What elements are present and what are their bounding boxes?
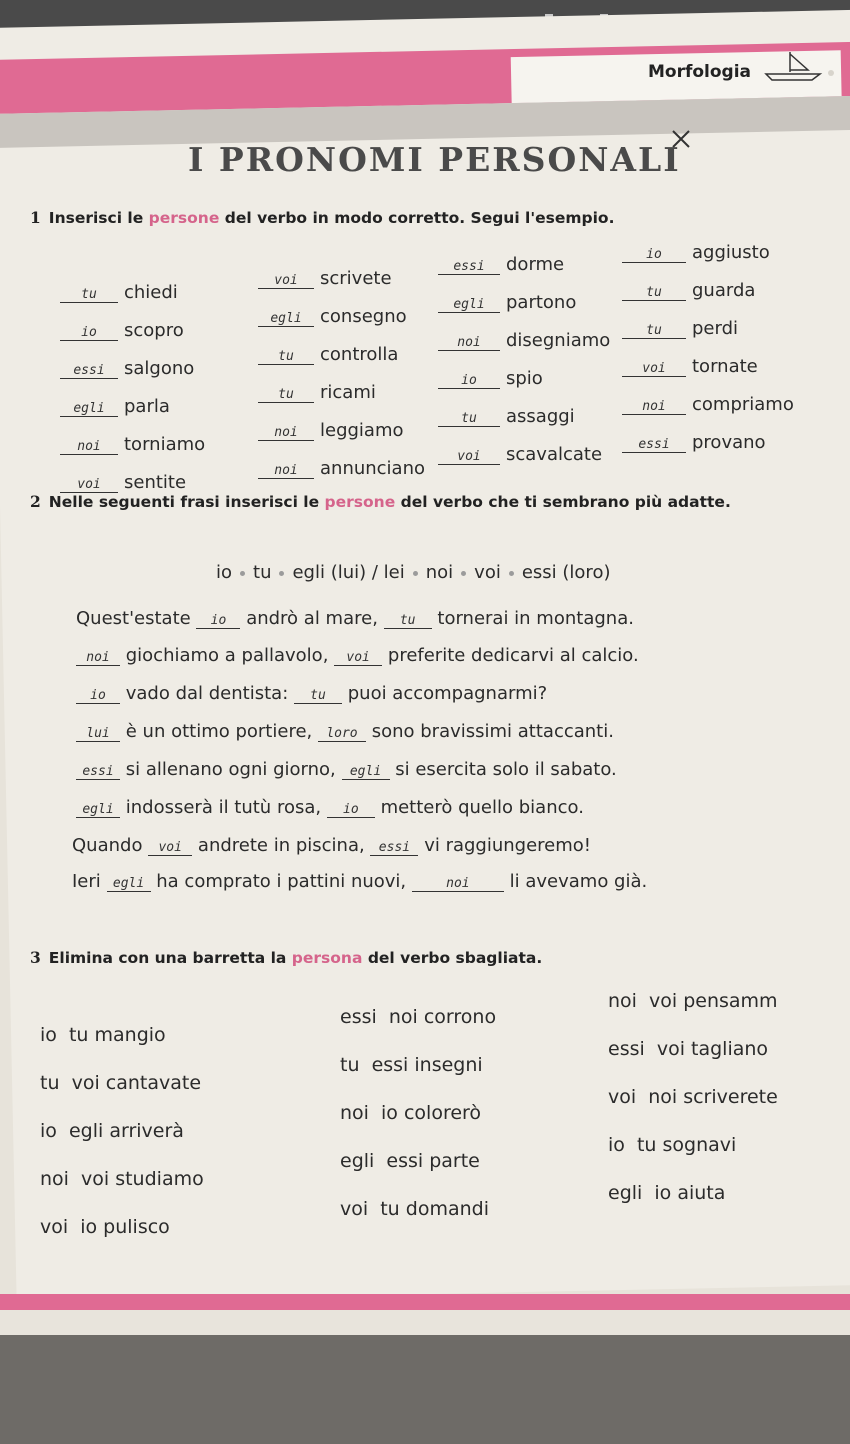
footer-pink-band	[0, 1294, 850, 1310]
sentence-text: li avevamo già.	[509, 871, 648, 892]
verb-row	[438, 368, 543, 389]
sentence	[76, 608, 634, 629]
sentence-text: puoi accompagnarmi?	[347, 683, 548, 704]
verb-row	[60, 320, 184, 341]
answer-blank[interactable]: voi	[334, 651, 382, 666]
pronoun-pair-item[interactable]: noi io colorerò	[340, 1102, 482, 1124]
sentence-text: sono bravissimi attaccanti.	[371, 721, 614, 742]
answer-blank[interactable]: essi	[76, 765, 120, 780]
verb-row	[622, 356, 758, 377]
answer-blank[interactable]: noi	[60, 440, 118, 455]
answer-blank[interactable]: tu	[258, 350, 314, 365]
verb-row	[258, 306, 407, 327]
answer-blank[interactable]: tu	[258, 388, 314, 403]
verb-text: chiedi	[124, 282, 178, 303]
pronoun-pair-item[interactable]: noi voi studiamo	[40, 1168, 204, 1190]
answer-blank[interactable]: noi	[412, 877, 504, 892]
pronoun-pair-item[interactable]: essi noi corrono	[340, 1006, 497, 1028]
verb-text: spio	[506, 368, 543, 389]
verb-row	[258, 458, 425, 479]
page-title: I PRONOMI PERSONALI	[188, 140, 681, 179]
answer-blank[interactable]: noi	[622, 400, 686, 415]
answer-blank[interactable]: tu	[622, 286, 686, 301]
verb-text: disegniamo	[506, 330, 611, 351]
verb-text: perdi	[692, 318, 739, 339]
pronoun-pair-item[interactable]: noi voi pensamm	[608, 990, 778, 1012]
sentence	[76, 683, 547, 704]
sentence-text: vi raggiungeremo!	[424, 835, 592, 856]
section-label: Morfologia	[648, 62, 752, 82]
answer-blank[interactable]: essi	[438, 260, 500, 275]
verb-row	[622, 394, 794, 415]
answer-blank[interactable]: tu	[384, 614, 432, 629]
pronoun-pair-item[interactable]: egli essi parte	[340, 1150, 480, 1172]
answer-blank[interactable]: voi	[438, 450, 500, 465]
answer-blank[interactable]: voi	[148, 841, 192, 856]
sentence-text: metterò quello bianco.	[380, 797, 584, 818]
verb-text: sentite	[124, 472, 187, 493]
answer-blank[interactable]: egli	[76, 803, 120, 818]
verb-text: scrivete	[320, 268, 392, 289]
verb-text: scavalcate	[506, 444, 603, 465]
answer-blank[interactable]: tu	[438, 412, 500, 427]
exercise-3-instruction: 3 Elimina con una barretta la persona del verbo sbagliata.	[30, 948, 543, 967]
answer-blank[interactable]: egli	[60, 402, 118, 417]
verb-row	[60, 282, 178, 303]
sentence-text: Ieri	[72, 871, 101, 892]
sentence-text: si esercita solo il sabato.	[395, 759, 617, 780]
pronoun-pair-item[interactable]: essi voi tagliano	[608, 1038, 769, 1060]
answer-blank[interactable]: voi	[622, 362, 686, 377]
verb-text: salgono	[124, 358, 195, 379]
verb-text: partono	[506, 292, 577, 313]
verb-text: assaggi	[506, 406, 575, 427]
verb-text: provano	[692, 432, 766, 453]
answer-blank[interactable]: tu	[60, 288, 118, 303]
answer-blank[interactable]: voi	[258, 274, 314, 289]
verb-text: parla	[124, 396, 170, 417]
verb-text: controlla	[320, 344, 399, 365]
answer-blank[interactable]: tu	[622, 324, 686, 339]
sentence-text: indosserà il tutù rosa,	[125, 797, 322, 818]
answer-blank[interactable]: io	[622, 248, 686, 263]
footer-light-band	[0, 1310, 850, 1336]
verb-text: ricami	[320, 382, 376, 403]
answer-blank[interactable]: noi	[438, 336, 500, 351]
verb-row	[258, 268, 392, 289]
answer-blank[interactable]: tu	[294, 689, 342, 704]
sentence-text: andrete in piscina,	[197, 835, 365, 856]
pronoun-pair-item[interactable]: io tu mangio	[40, 1024, 166, 1046]
sentence	[76, 797, 584, 818]
answer-blank[interactable]: noi	[258, 426, 314, 441]
verb-row	[622, 432, 766, 453]
pronoun-pair-item[interactable]: voi noi scriverete	[608, 1086, 778, 1108]
answer-blank[interactable]: io	[196, 614, 240, 629]
verb-text: aggiusto	[692, 242, 770, 263]
sentence	[76, 645, 639, 666]
answer-blank[interactable]: noi	[258, 464, 314, 479]
footer-fabric	[0, 1335, 850, 1444]
verb-row	[258, 344, 398, 365]
verb-text: scopro	[124, 320, 184, 341]
verb-row	[438, 406, 575, 427]
answer-blank[interactable]: loro	[318, 727, 366, 742]
pronoun-pair-item[interactable]: io egli arriverà	[40, 1120, 184, 1142]
answer-blank[interactable]: essi	[622, 438, 686, 453]
sentence-text: si allenano ogni giorno,	[125, 759, 336, 780]
verb-row	[438, 444, 602, 465]
answer-blank[interactable]: noi	[76, 651, 120, 666]
answer-blank[interactable]: essi	[370, 841, 418, 856]
answer-blank[interactable]: egli	[107, 877, 151, 892]
pronoun-pair-item[interactable]: io tu sognavi	[608, 1134, 737, 1156]
answer-blank[interactable]: voi	[60, 478, 118, 493]
answer-blank[interactable]: egli	[438, 298, 500, 313]
verb-row	[622, 318, 738, 339]
answer-blank[interactable]: essi	[60, 364, 118, 379]
exercise-1-instruction: 1 Inserisci le persone del verbo in modo corretto. Segui l'esempio.	[30, 208, 615, 227]
answer-blank[interactable]: io	[60, 326, 118, 341]
answer-blank[interactable]: egli	[342, 765, 390, 780]
verb-row	[438, 254, 564, 275]
verb-row	[60, 396, 170, 417]
verb-text: compriamo	[692, 394, 794, 415]
sentence-text: Quando	[72, 835, 143, 856]
pronoun-pair-item[interactable]: tu essi insegni	[340, 1054, 483, 1076]
pronoun-pair-item[interactable]: voi io pulisco	[40, 1216, 170, 1238]
sentence-text: andrò al mare,	[246, 608, 378, 629]
verb-row	[60, 358, 194, 379]
sentence-text: preferite dedicarvi al calcio.	[387, 645, 639, 666]
pronoun-pair-item[interactable]: tu voi cantavate	[40, 1072, 202, 1094]
sentence-text: Quest'estate	[76, 608, 191, 629]
verb-text: dorme	[506, 254, 565, 275]
pronoun-pair-item[interactable]: voi tu domandi	[340, 1198, 489, 1220]
verb-text: guarda	[692, 280, 756, 301]
pronoun-list: io tu egli (lui) / lei noi voi essi (loro)	[216, 562, 611, 583]
verb-text: torniamo	[124, 434, 206, 455]
answer-blank[interactable]: lui	[76, 727, 120, 742]
sentence	[76, 759, 617, 780]
sentence-text: ha comprato i pattini nuovi,	[156, 871, 407, 892]
sentence-text: vado dal dentista:	[125, 683, 289, 704]
verb-text: annunciano	[320, 458, 426, 479]
sentence-text: tornerai in montagna.	[437, 608, 634, 629]
sentence	[76, 721, 614, 742]
answer-blank[interactable]: io	[438, 374, 500, 389]
verb-row	[438, 292, 576, 313]
verb-row	[60, 472, 186, 493]
verb-text: consegno	[320, 306, 407, 327]
pronoun-pair-item[interactable]: egli io aiuta	[608, 1182, 726, 1204]
sentence-text: è un ottimo portiere,	[125, 721, 313, 742]
verb-row	[258, 420, 404, 441]
sentence	[72, 835, 591, 856]
verb-row	[438, 330, 610, 351]
answer-blank[interactable]: egli	[258, 312, 314, 327]
verb-text: leggiamo	[320, 420, 404, 441]
answer-blank[interactable]: io	[327, 803, 375, 818]
verb-row	[258, 382, 376, 403]
verb-row	[622, 280, 755, 301]
verb-row	[60, 434, 205, 455]
sentence	[72, 871, 647, 892]
boat-icon	[760, 48, 830, 82]
answer-blank[interactable]: io	[76, 689, 120, 704]
verb-row	[622, 242, 770, 263]
sentence-text: giochiamo a pallavolo,	[125, 645, 329, 666]
verb-text: tornate	[692, 356, 758, 377]
exercise-2-instruction: 2 Nelle seguenti frasi inserisci le persone del verbo che ti sembrano più adatte.	[30, 492, 731, 511]
